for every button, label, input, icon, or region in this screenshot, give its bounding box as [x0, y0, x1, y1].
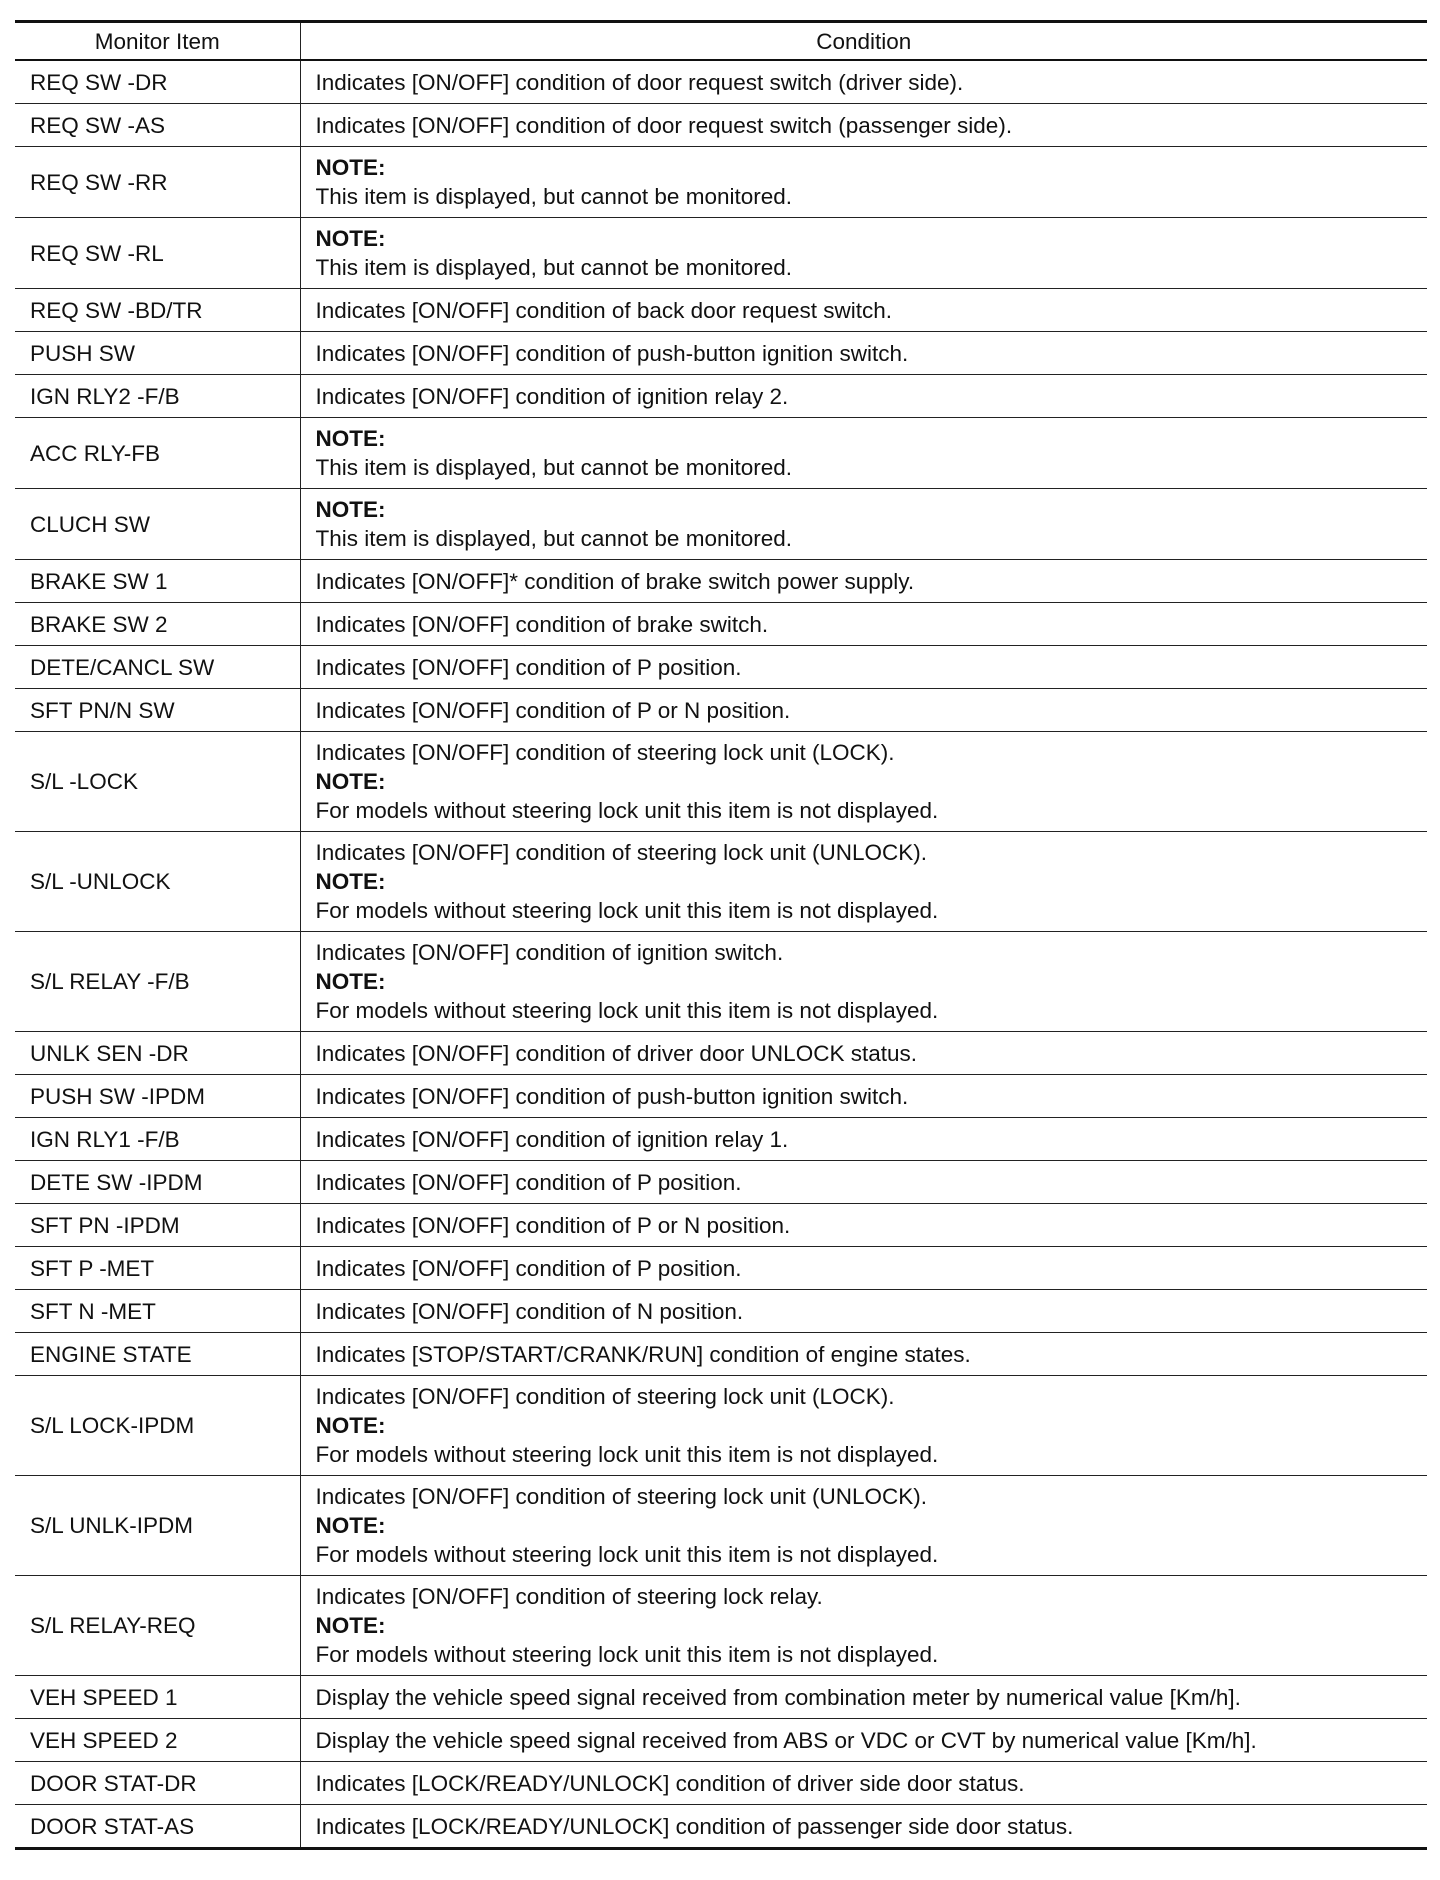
condition-text: Indicates [ON/OFF] condition of ignition relay 2. [315, 383, 789, 409]
table-row [15, 489, 1427, 560]
condition-text: Indicates [ON/OFF] condition of P or N position. [315, 697, 791, 723]
monitor-item-cell: REQ SW -BD/TR [15, 289, 300, 332]
condition-text: Indicates [ON/OFF] condition of push-button ignition switch. [315, 1083, 909, 1109]
note-text: For models without steering lock unit this item is not displayed. [315, 798, 939, 823]
monitor-item-cell: S/L RELAY-REQ [15, 1576, 300, 1676]
monitor-item-table-container [15, 20, 1427, 1850]
monitor-item-cell: VEH SPEED 2 [15, 1719, 300, 1762]
condition-text: Indicates [ON/OFF] condition of push-button ignition switch. [315, 340, 909, 366]
condition-cell [300, 1247, 1427, 1290]
monitor-item-cell: DOOR STAT-AS [15, 1805, 300, 1849]
table-row [15, 1805, 1427, 1849]
condition-cell [300, 646, 1427, 689]
condition-cell [300, 832, 1427, 932]
table-row [15, 1762, 1427, 1805]
condition-cell [300, 603, 1427, 646]
condition-cell [300, 147, 1427, 218]
condition-text: This item is displayed, but cannot be monitored. [315, 184, 792, 209]
monitor-item-cell: REQ SW -AS [15, 104, 300, 147]
condition-text: Indicates [ON/OFF] condition of driver door UNLOCK status. [315, 1040, 917, 1066]
condition-text: Indicates [ON/OFF] condition of P position. [315, 1169, 742, 1195]
monitor-item-cell: DETE SW -IPDM [15, 1161, 300, 1204]
condition-cell [300, 1476, 1427, 1576]
table-row [15, 1290, 1427, 1333]
condition-text: Indicates [LOCK/READY/UNLOCK] condition of driver side door status. [315, 1770, 1025, 1796]
monitor-item-table [15, 20, 1427, 1850]
condition-text: Indicates [ON/OFF] condition of P position. [315, 654, 742, 680]
monitor-item-cell: S/L -LOCK [15, 732, 300, 832]
condition-cell [300, 1762, 1427, 1805]
note-label: NOTE: [315, 969, 386, 994]
table-row [15, 375, 1427, 418]
note-label: NOTE: [315, 869, 386, 894]
condition-text: Indicates [STOP/START/CRANK/RUN] condition of engine states. [315, 1341, 971, 1367]
monitor-item-cell: SFT PN/N SW [15, 689, 300, 732]
monitor-item-cell: S/L RELAY -F/B [15, 932, 300, 1032]
table-row [15, 104, 1427, 147]
table-row [15, 147, 1427, 218]
condition-text: Indicates [ON/OFF] condition of back door request switch. [315, 297, 893, 323]
condition-cell [300, 104, 1427, 147]
condition-cell [300, 1805, 1427, 1849]
table-row [15, 332, 1427, 375]
condition-cell [300, 1719, 1427, 1762]
note-label: NOTE: [315, 769, 386, 794]
condition-text: Indicates [ON/OFF] condition of P position. [315, 1255, 742, 1281]
condition-text: This item is displayed, but cannot be monitored. [315, 255, 792, 280]
table-row [15, 1075, 1427, 1118]
table-row [15, 603, 1427, 646]
table-row [15, 1376, 1427, 1476]
note-label: NOTE: [315, 1513, 386, 1538]
note-text: For models without steering lock unit this item is not displayed. [315, 1442, 939, 1467]
table-row [15, 689, 1427, 732]
table-row [15, 1719, 1427, 1762]
table-row [15, 1476, 1427, 1576]
note-label: NOTE: [315, 226, 386, 251]
note-text: For models without steering lock unit this item is not displayed. [315, 1542, 939, 1567]
monitor-item-cell: IGN RLY1 -F/B [15, 1118, 300, 1161]
table-row [15, 1032, 1427, 1075]
condition-cell [300, 218, 1427, 289]
table-row [15, 1161, 1427, 1204]
note-label: NOTE: [315, 426, 386, 451]
condition-text: Display the vehicle speed signal received from ABS or VDC or CVT by numerical value [Km/h]. [315, 1727, 1257, 1753]
note-label: NOTE: [315, 1413, 386, 1438]
condition-text: Indicates [ON/OFF]* condition of brake switch power supply. [315, 568, 915, 594]
condition-cell [300, 932, 1427, 1032]
condition-text: Indicates [ON/OFF] condition of P or N position. [315, 1212, 791, 1238]
condition-cell [300, 332, 1427, 375]
table-row [15, 1118, 1427, 1161]
condition-cell [300, 560, 1427, 603]
monitor-item-cell: SFT P -MET [15, 1247, 300, 1290]
table-row [15, 60, 1427, 104]
monitor-item-cell: PUSH SW -IPDM [15, 1075, 300, 1118]
monitor-item-cell: VEH SPEED 1 [15, 1676, 300, 1719]
monitor-item-cell: ENGINE STATE [15, 1333, 300, 1376]
condition-text: Indicates [LOCK/READY/UNLOCK] condition of passenger side door status. [315, 1813, 1074, 1839]
condition-text: Indicates [ON/OFF] condition of steering lock unit (UNLOCK). [315, 1484, 927, 1509]
table-row [15, 218, 1427, 289]
condition-text: Indicates [ON/OFF] condition of door request switch (passenger side). [315, 112, 1013, 138]
table-row [15, 418, 1427, 489]
monitor-item-cell: BRAKE SW 1 [15, 560, 300, 603]
table-row [15, 1676, 1427, 1719]
condition-cell [300, 1576, 1427, 1676]
condition-text: Indicates [ON/OFF] condition of brake switch. [315, 611, 769, 637]
table-row [15, 1247, 1427, 1290]
note-label: NOTE: [315, 1613, 386, 1638]
condition-cell [300, 1032, 1427, 1075]
monitor-item-cell: UNLK SEN -DR [15, 1032, 300, 1075]
note-label: NOTE: [315, 497, 386, 522]
condition-cell [300, 418, 1427, 489]
monitor-item-cell: SFT N -MET [15, 1290, 300, 1333]
condition-cell [300, 1075, 1427, 1118]
condition-text: Indicates [ON/OFF] condition of steering lock unit (LOCK). [315, 740, 895, 765]
note-text: For models without steering lock unit this item is not displayed. [315, 1642, 939, 1667]
condition-cell [300, 689, 1427, 732]
condition-cell [300, 60, 1427, 104]
monitor-item-cell: S/L -UNLOCK [15, 832, 300, 932]
condition-text: Indicates [ON/OFF] condition of ignition switch. [315, 940, 784, 965]
monitor-item-cell: DOOR STAT-DR [15, 1762, 300, 1805]
condition-text: Indicates [ON/OFF] condition of N position. [315, 1298, 744, 1324]
condition-cell [300, 1204, 1427, 1247]
table-row [15, 732, 1427, 832]
note-text: For models without steering lock unit this item is not displayed. [315, 898, 939, 923]
condition-cell [300, 289, 1427, 332]
monitor-item-cell: DETE/CANCL SW [15, 646, 300, 689]
condition-text: Indicates [ON/OFF] condition of steering lock unit (UNLOCK). [315, 840, 927, 865]
note-label: NOTE: [315, 155, 386, 180]
condition-cell [300, 489, 1427, 560]
table-row [15, 646, 1427, 689]
note-text: For models without steering lock unit this item is not displayed. [315, 998, 939, 1023]
condition-cell [300, 1161, 1427, 1204]
table-row [15, 1576, 1427, 1676]
column-header-monitor-item: Monitor Item [15, 22, 300, 61]
monitor-item-cell: S/L UNLK-IPDM [15, 1476, 300, 1576]
table-row [15, 1333, 1427, 1376]
condition-text: Indicates [ON/OFF] condition of door request switch (driver side). [315, 69, 964, 95]
monitor-item-cell: S/L LOCK-IPDM [15, 1376, 300, 1476]
condition-cell [300, 1290, 1427, 1333]
monitor-item-cell: ACC RLY-FB [15, 418, 300, 489]
condition-text: Display the vehicle speed signal received from combination meter by numerical value [Km/h]. [315, 1684, 1241, 1710]
condition-cell [300, 375, 1427, 418]
condition-cell [300, 732, 1427, 832]
monitor-item-cell: SFT PN -IPDM [15, 1204, 300, 1247]
table-header-row [15, 22, 1427, 61]
condition-text: Indicates [ON/OFF] condition of steering lock unit (LOCK). [315, 1384, 895, 1409]
condition-text: This item is displayed, but cannot be monitored. [315, 526, 792, 551]
monitor-item-cell: BRAKE SW 2 [15, 603, 300, 646]
condition-cell [300, 1333, 1427, 1376]
condition-cell [300, 1676, 1427, 1719]
table-row [15, 560, 1427, 603]
table-row [15, 832, 1427, 932]
table-body [15, 60, 1427, 1849]
condition-text: This item is displayed, but cannot be monitored. [315, 455, 792, 480]
monitor-item-cell: IGN RLY2 -F/B [15, 375, 300, 418]
condition-cell [300, 1376, 1427, 1476]
monitor-item-cell: REQ SW -RL [15, 218, 300, 289]
table-row [15, 289, 1427, 332]
table-row [15, 932, 1427, 1032]
table-row [15, 1204, 1427, 1247]
condition-text: Indicates [ON/OFF] condition of ignition relay 1. [315, 1126, 789, 1152]
monitor-item-cell: CLUCH SW [15, 489, 300, 560]
monitor-item-cell: REQ SW -DR [15, 60, 300, 104]
column-header-condition: Condition [300, 22, 1427, 61]
monitor-item-cell: PUSH SW [15, 332, 300, 375]
condition-text: Indicates [ON/OFF] condition of steering lock relay. [315, 1584, 823, 1609]
condition-cell [300, 1118, 1427, 1161]
monitor-item-cell: REQ SW -RR [15, 147, 300, 218]
